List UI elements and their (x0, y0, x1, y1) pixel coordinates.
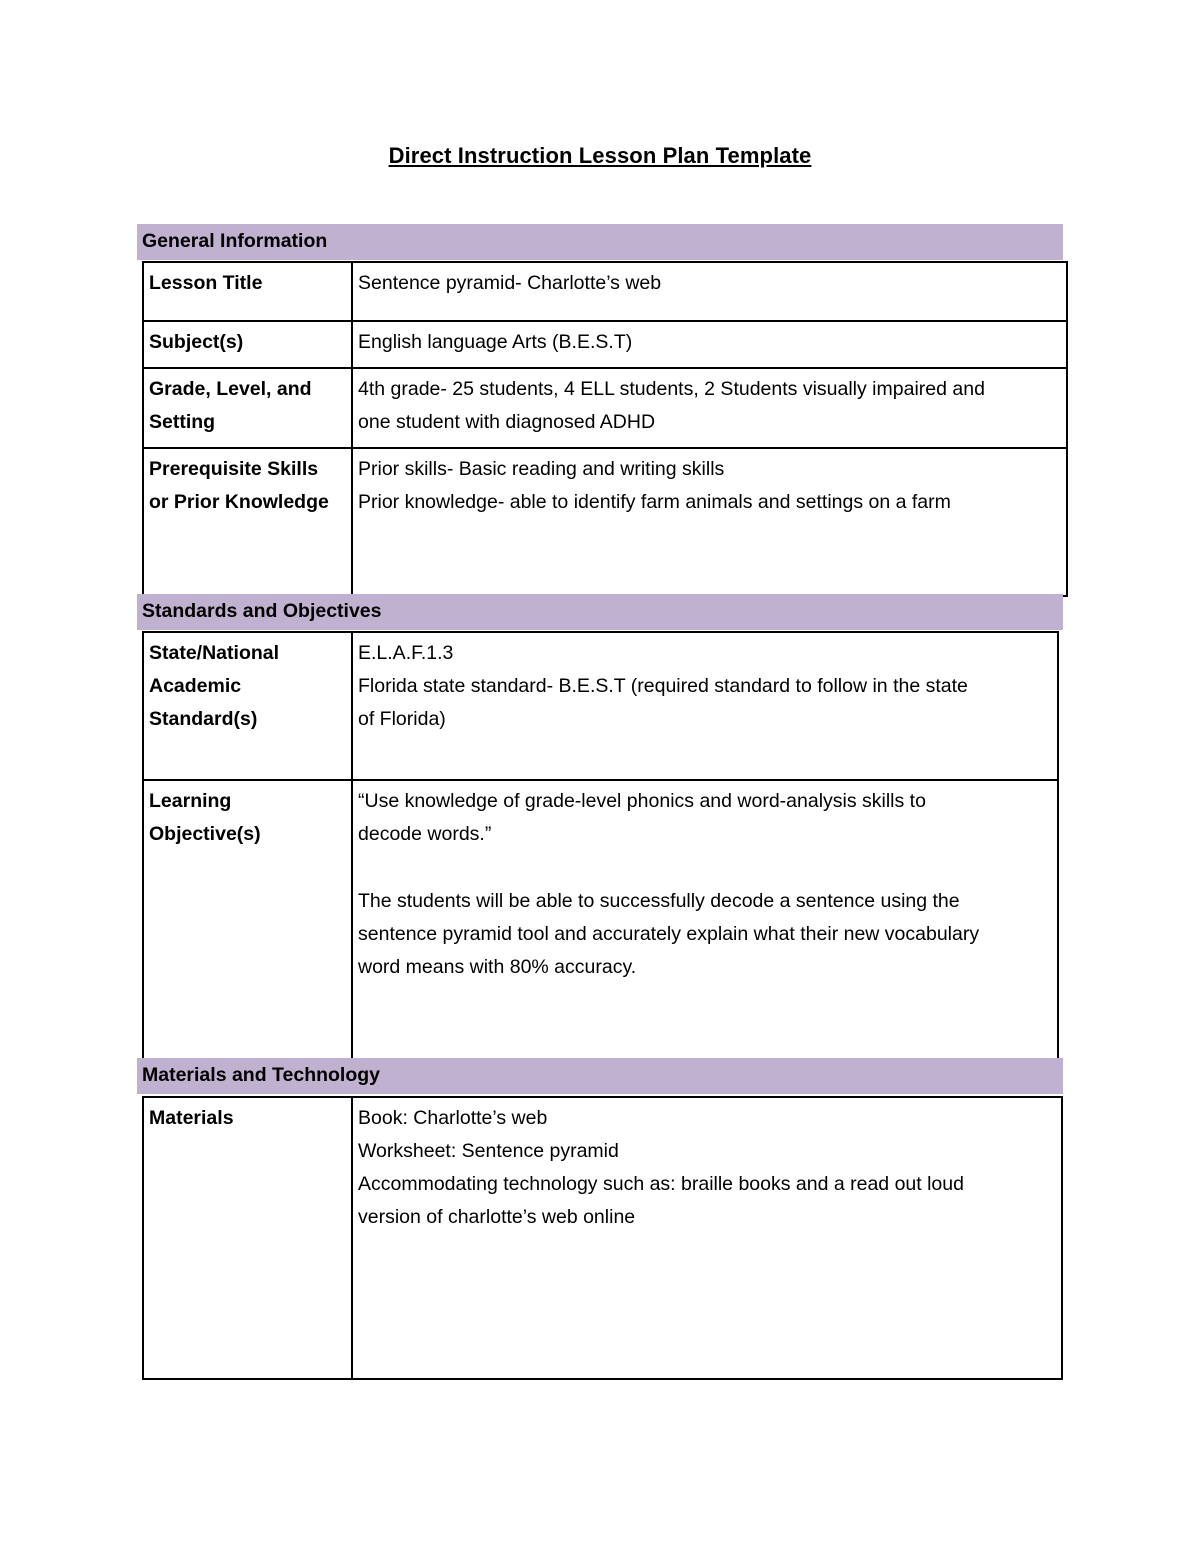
label-line: or Prior Knowledge (149, 491, 329, 513)
paragraph-gap (358, 851, 1052, 885)
value-lesson-title: Sentence pyramid- Charlotte’s web (352, 262, 1067, 321)
value-line: sentence pyramid tool and accurately explain what their new vocabulary (358, 923, 980, 945)
value-line: version of charlotte’s web online (358, 1206, 636, 1228)
label-line: State/National (149, 642, 280, 664)
label-lesson-title: Lesson Title (143, 262, 352, 321)
label-line: Learning (149, 790, 232, 812)
quote-line: “Use knowledge of grade-level phonics and word-analysis skills to (358, 790, 926, 812)
label-line: Grade, Level, and (149, 378, 312, 400)
row-materials (143, 1097, 1062, 1379)
value-line: Florida state standard- B.E.S.T (required standard to follow in the state (358, 675, 968, 697)
value-grade-level-setting (352, 368, 1067, 448)
value-line: Prior skills- Basic reading and writing skills (358, 458, 725, 480)
row-learning-objectives (143, 780, 1058, 1059)
label-line: Prerequisite Skills (149, 458, 319, 480)
label-line: Objective(s) (149, 823, 261, 845)
value-learning-objectives (352, 780, 1058, 1059)
page-title: Direct Instruction Lesson Plan Template (388, 143, 812, 168)
value-line: E.L.A.F.1.3 (358, 642, 454, 664)
value-subjects: English language Arts (B.E.S.T) (352, 321, 1067, 368)
row-subjects (143, 321, 1067, 368)
standards-objectives-table (142, 631, 1059, 1060)
value-materials (352, 1097, 1062, 1379)
label-line: Setting (149, 411, 216, 433)
materials-technology-table (142, 1096, 1063, 1380)
quote-line: decode words.” (358, 823, 492, 845)
value-standards (352, 632, 1058, 780)
label-line: Standard(s) (149, 708, 258, 730)
row-prerequisite-skills (143, 448, 1067, 596)
general-information-table (142, 261, 1068, 597)
label-grade-level-setting (143, 368, 352, 448)
value-line: 4th grade- 25 students, 4 ELL students, 2 Students visually impaired and (358, 378, 985, 400)
label-learning-objectives (143, 780, 352, 1059)
label-prerequisite-skills (143, 448, 352, 596)
value-line: The students will be able to successfully decode a sentence using the (358, 890, 960, 912)
row-grade-level-setting (143, 368, 1067, 448)
section-header-materials-technology: Materials and Technology (137, 1058, 1063, 1094)
value-line: Worksheet: Sentence pyramid (358, 1140, 619, 1162)
value-prerequisite-skills (352, 448, 1067, 596)
value-line: word means with 80% accuracy. (358, 956, 637, 978)
label-standards (143, 632, 352, 780)
value-line: Prior knowledge- able to identify farm animals and settings on a farm (358, 491, 951, 513)
value-line: of Florida) (358, 708, 446, 730)
label-materials: Materials (143, 1097, 352, 1379)
label-subjects: Subject(s) (143, 321, 352, 368)
value-line: one student with diagnosed ADHD (358, 411, 656, 433)
section-header-standards-objectives: Standards and Objectives (137, 594, 1063, 630)
value-line: Accommodating technology such as: braille books and a read out loud (358, 1173, 964, 1195)
value-line: Book: Charlotte’s web (358, 1107, 548, 1129)
section-header-general-information: General Information (137, 224, 1063, 260)
label-line: Academic (149, 675, 242, 697)
row-lesson-title (143, 262, 1067, 321)
row-standards (143, 632, 1058, 780)
